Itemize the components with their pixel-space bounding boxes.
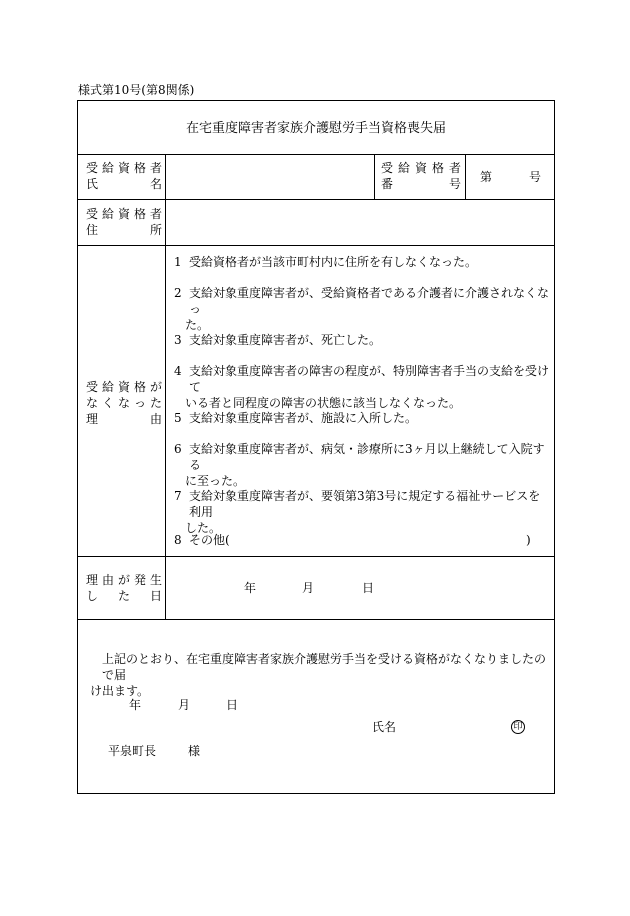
address-row [78, 199, 554, 246]
divider [165, 154, 166, 199]
reason-item-5: 支給対象重度障害者が、施設に入所した。 [189, 411, 418, 425]
reason-number: 1 [174, 255, 182, 269]
reason-item-6: 支給対象重度障害者が、病気・診療所に3ヶ月以上継続して入院する に至った。 [185, 442, 545, 488]
date-label: 理由が発生 し た 日 [86, 573, 162, 603]
reason-number: 2 [174, 286, 182, 300]
honorific: 様 [188, 744, 201, 758]
title-row [78, 101, 554, 155]
reason-item-3: 支給対象重度障害者が、死亡した。 [189, 333, 382, 347]
reason-number: 4 [174, 364, 182, 378]
divider [165, 199, 166, 245]
sign-month-unit: 月 [178, 698, 191, 712]
reason-row [78, 245, 554, 557]
recipient-name-label: 受給資格者 氏 名 [86, 161, 162, 191]
reason-item-2: 支給対象重度障害者が、受給資格者である介護者に介護されなくなっ た。 [185, 286, 550, 332]
form-title: 在宅重度障害者家族介護慰労手当資格喪失届 [185, 121, 446, 136]
date-year-unit: 年 [244, 581, 257, 595]
divider [465, 154, 466, 199]
form-frame [77, 100, 555, 794]
reason-number: 7 [174, 489, 182, 503]
date-day-unit: 日 [362, 581, 375, 595]
divider [165, 556, 166, 619]
declaration-text: 上記のとおり、在宅重度障害者家族介護慰労手当を受ける資格がなくなりましたので届 け出ます。 [90, 652, 547, 698]
name-row [78, 154, 554, 200]
recipient-number-label: 受給資格者 番 号 [381, 161, 461, 191]
reason-number: 6 [174, 442, 182, 456]
divider [374, 154, 375, 199]
sign-day-unit: 日 [226, 698, 239, 712]
seal-icon: 印 [511, 720, 525, 734]
reason-number: 8 [174, 533, 182, 547]
reason-number: 5 [174, 411, 182, 425]
date-month-unit: 月 [302, 581, 315, 595]
reason-item-8-other: その他( [189, 533, 230, 547]
reason-item-4: 支給対象重度障害者の障害の程度が、特別障害者手当の支給を受けて いる者と同程度の障害の状態に該当しなくなった。 [185, 364, 550, 410]
form-number: 様式第10号(第8関係) [78, 83, 195, 97]
divider [165, 245, 166, 556]
date-row [78, 556, 554, 620]
number-suffix: 号 [529, 170, 542, 184]
reason-item-7: 支給対象重度障害者が、要領第3第3号に規定する福祉サービスを利用 した。 [185, 489, 541, 535]
reason-number: 3 [174, 333, 182, 347]
reason-item-1: 受給資格者が当該市町村内に住所を有しなくなった。 [189, 255, 478, 269]
sign-year-unit: 年 [129, 698, 142, 712]
name-label: 氏名 [372, 720, 397, 734]
recipient-address-label: 受給資格者 住 所 [86, 207, 162, 237]
addressee: 平泉町長 [108, 744, 157, 758]
other-close-paren: ) [526, 533, 531, 547]
number-prefix: 第 [480, 170, 493, 184]
reason-label: 受給資格が なくなった 理 由 [86, 380, 162, 426]
